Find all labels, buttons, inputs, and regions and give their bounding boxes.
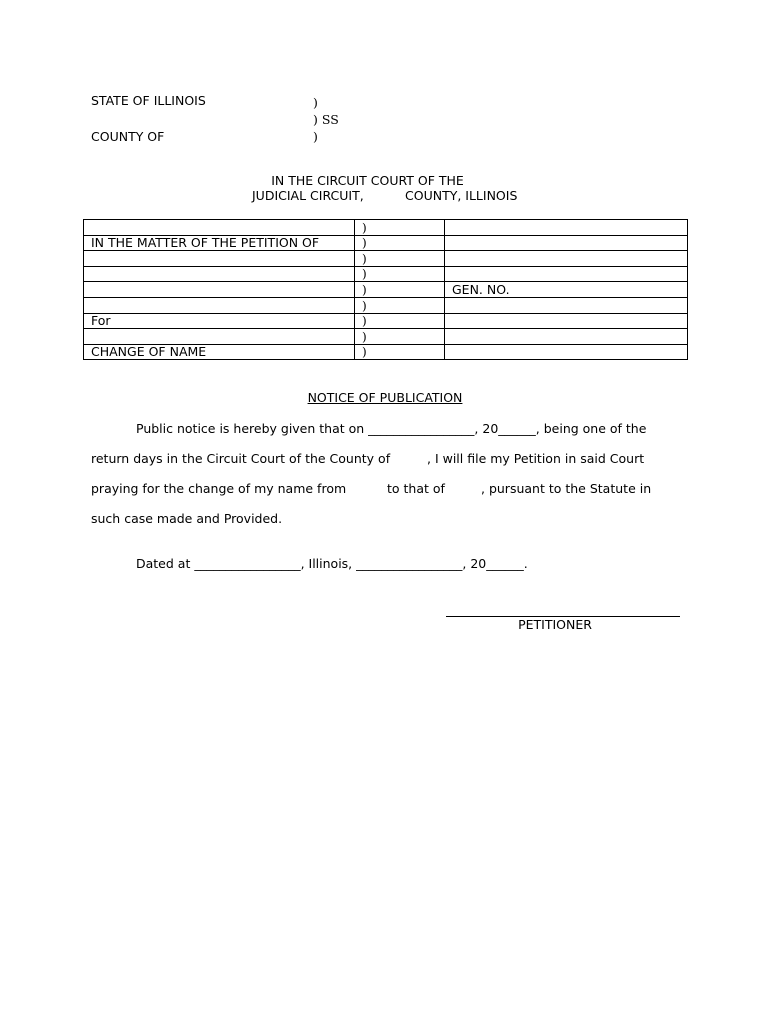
caption-row <box>84 266 688 282</box>
caption-row <box>84 251 688 267</box>
caption-number-cell: GEN. NO. <box>445 282 688 298</box>
caption-row <box>84 313 688 329</box>
caption-number-cell <box>445 266 688 282</box>
caption-paren-cell: ) <box>355 282 445 298</box>
petitioner-label: PETITIONER <box>518 617 592 632</box>
caption-paren-cell: ) <box>355 297 445 313</box>
caption-row <box>84 344 688 360</box>
venue-ss: ) SS <box>313 112 339 127</box>
caption-row <box>84 220 688 236</box>
case-caption-table <box>83 219 688 360</box>
notice-line-4: such case made and Provided. <box>91 511 283 526</box>
caption-row <box>84 297 688 313</box>
caption-party-cell <box>84 282 355 298</box>
caption-row <box>84 329 688 345</box>
caption-party-cell <box>84 297 355 313</box>
caption-paren-cell: ) <box>355 329 445 345</box>
court-heading-line1: IN THE CIRCUIT COURT OF THE <box>271 173 464 188</box>
notice-line-3c: , pursuant to the Statute in <box>481 481 652 496</box>
caption-row <box>84 235 688 251</box>
caption-paren-cell: ) <box>355 313 445 329</box>
state-label: STATE OF ILLINOIS <box>91 93 206 108</box>
notice-line-3b: to that of <box>387 481 445 496</box>
notice-line-1: Public notice is hereby given that on _________________, 20______, being one of the <box>136 421 647 436</box>
caption-paren-cell: ) <box>355 220 445 236</box>
caption-number-cell <box>445 344 688 360</box>
caption-party-cell: For <box>84 313 355 329</box>
court-heading-county: COUNTY, ILLINOIS <box>405 188 518 203</box>
caption-party-cell <box>84 251 355 267</box>
notice-line-2b: , I will file my Petition in said Court <box>427 451 645 466</box>
notice-title: NOTICE OF PUBLICATION <box>307 390 463 405</box>
county-label: COUNTY OF <box>91 129 165 144</box>
notice-line-3a: praying for the change of my name from <box>91 481 347 496</box>
dated-line: Dated at _________________, Illinois, _________________, 20______. <box>136 556 528 571</box>
caption-party-cell <box>84 266 355 282</box>
caption-paren-cell: ) <box>355 251 445 267</box>
caption-number-cell <box>445 313 688 329</box>
caption-number-cell <box>445 297 688 313</box>
caption-number-cell <box>445 220 688 236</box>
caption-party-cell <box>84 220 355 236</box>
caption-number-cell <box>445 251 688 267</box>
caption-number-cell <box>445 235 688 251</box>
court-heading-circuit: JUDICIAL CIRCUIT, <box>252 188 364 203</box>
caption-paren-cell: ) <box>355 266 445 282</box>
caption-paren-cell: ) <box>355 235 445 251</box>
venue-paren-bottom: ) <box>313 129 318 144</box>
venue-paren-top: ) <box>313 95 318 110</box>
caption-party-cell: IN THE MATTER OF THE PETITION OF <box>84 235 355 251</box>
caption-number-cell <box>445 329 688 345</box>
caption-party-cell <box>84 329 355 345</box>
notice-line-2a: return days in the Circuit Court of the County of <box>91 451 391 466</box>
caption-row <box>84 282 688 298</box>
caption-party-cell: CHANGE OF NAME <box>84 344 355 360</box>
caption-paren-cell: ) <box>355 344 445 360</box>
